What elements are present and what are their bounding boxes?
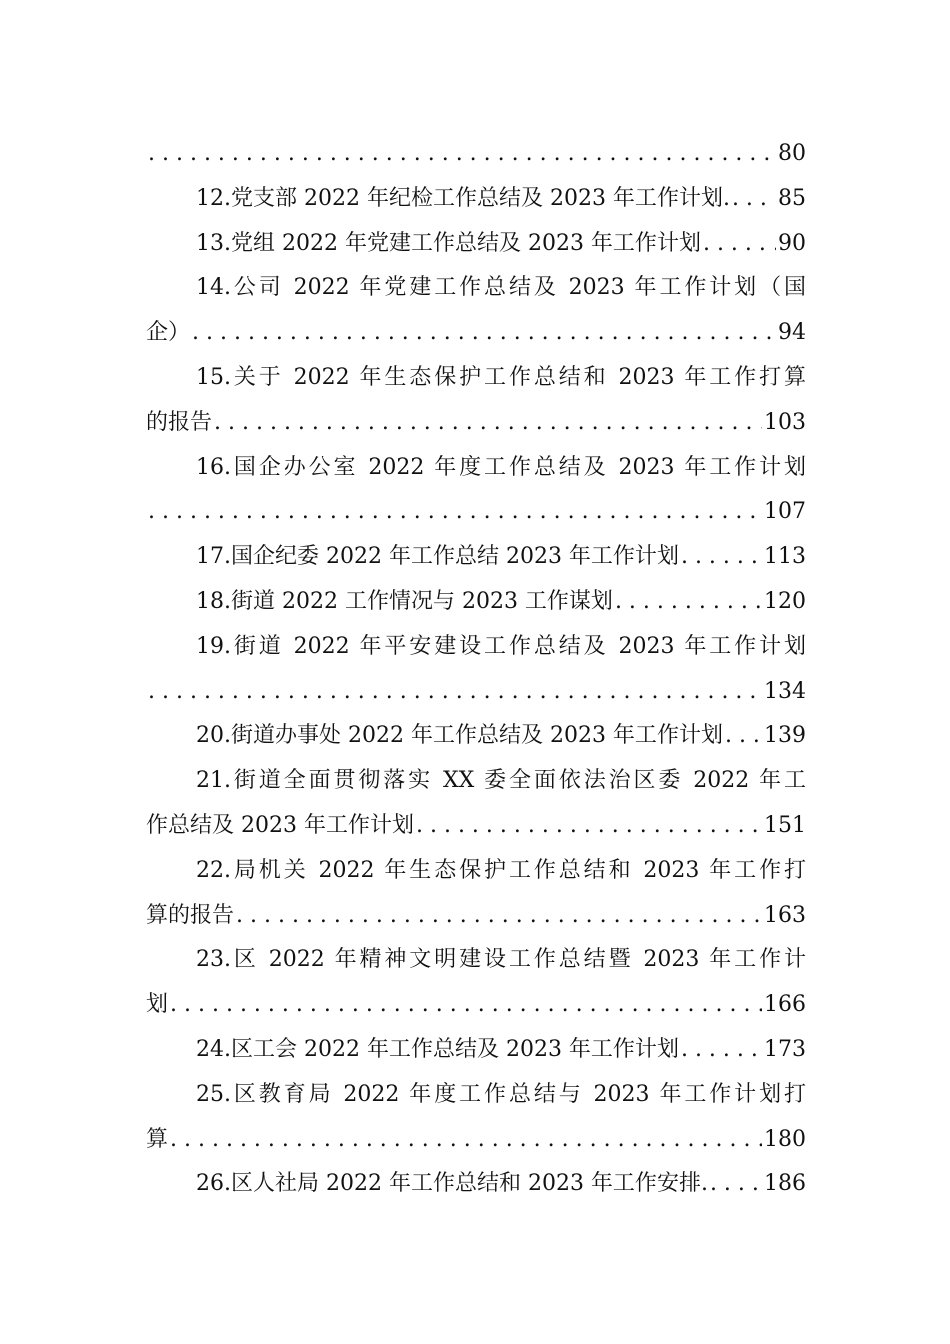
toc-line <box>146 222 806 267</box>
toc-page-number: 166 <box>764 992 806 1018</box>
toc-page-number: 173 <box>764 1036 806 1062</box>
toc-line <box>146 356 806 401</box>
dot-leader <box>710 1162 762 1207</box>
toc-line <box>146 714 806 759</box>
toc-page-number: 163 <box>764 902 806 928</box>
toc-line <box>146 804 806 849</box>
dot-leader <box>236 894 762 939</box>
toc-line <box>146 401 806 446</box>
toc-entry-title: 25.区教育局 2022 年度工作总结与 2023 年工作计划打 <box>196 1081 806 1107</box>
toc-line <box>146 670 806 715</box>
toc-page-number: 134 <box>764 678 806 704</box>
toc-entry-title: 算 <box>146 1126 169 1152</box>
toc-entry-title: 企） <box>146 320 191 346</box>
toc-page-number: 85 <box>778 185 806 211</box>
toc-page-number: 103 <box>764 409 806 435</box>
toc-entry-title: 12.党支部 2022 年纪检工作总结及 2023 年工作计划. <box>196 185 730 211</box>
toc-page-number: 180 <box>764 1126 806 1152</box>
toc-entry-title: 18.街道 2022 工作情况与 2023 工作谋划 <box>196 588 613 614</box>
dot-leader <box>681 1028 762 1073</box>
toc-entry-title: 24.区工会 2022 年工作总结及 2023 年工作计划 <box>196 1036 679 1062</box>
toc-entry-title: 13.党组 2022 年党建工作总结及 2023 年工作计划 <box>196 230 701 256</box>
toc-line <box>146 490 806 535</box>
toc-page-number: 186 <box>764 1171 806 1197</box>
dot-leader <box>681 535 762 580</box>
toc-entry-title: 作总结及 2023 年工作计划 <box>146 812 414 838</box>
dot-leader <box>214 401 762 446</box>
toc-entry-title: 17.国企纪委 2022 年工作总结 2023 年工作计划 <box>196 544 679 570</box>
toc-line <box>146 266 806 311</box>
toc-page-number: 107 <box>764 499 806 525</box>
dot-leader <box>416 804 762 849</box>
toc-entry-title: 算的报告 <box>146 902 235 928</box>
toc-line <box>146 894 806 939</box>
toc-line <box>146 1028 806 1073</box>
toc-line <box>146 759 806 804</box>
toc-line <box>146 535 806 580</box>
toc-line <box>146 1118 806 1163</box>
toc-line <box>146 580 806 625</box>
toc-entry-title: 15.关于 2022 年生态保护工作总结和 2023 年工作打算 <box>196 364 806 390</box>
table-of-contents <box>146 132 806 1207</box>
toc-page-number: 139 <box>764 723 806 749</box>
dot-leader <box>615 580 762 625</box>
dot-leader <box>148 490 762 535</box>
toc-line <box>146 849 806 894</box>
dot-leader <box>148 670 762 715</box>
toc-line <box>146 132 806 177</box>
dot-leader <box>170 1118 762 1163</box>
toc-entry-title: 的报告 <box>146 409 213 435</box>
toc-entry-title: 21.街道全面贯彻落实 XX 委全面依法治区委 2022 年工 <box>196 768 806 794</box>
dot-leader <box>732 177 776 222</box>
toc-entry-title: 22.局机关 2022 年生态保护工作总结和 2023 年工作打 <box>196 857 806 883</box>
dot-leader <box>192 311 776 356</box>
toc-page-number: 151 <box>764 812 806 838</box>
toc-entry-title: 划 <box>146 992 169 1018</box>
toc-page-number: 80 <box>778 141 806 166</box>
toc-line <box>146 983 806 1028</box>
toc-line <box>146 1073 806 1118</box>
toc-entry-title: 14.公司 2022 年党建工作总结及 2023 年工作计划（国 <box>196 275 806 301</box>
toc-line <box>146 1162 806 1207</box>
toc-line <box>146 177 806 222</box>
toc-page-number: 90 <box>778 230 806 256</box>
toc-entry-title: 19.街道 2022 年平安建设工作总结及 2023 年工作计划 <box>196 633 806 659</box>
dot-leader <box>148 132 776 177</box>
dot-leader <box>725 714 762 759</box>
toc-line <box>146 625 806 670</box>
toc-entry-title: 26.区人社局 2022 年工作总结和 2023 年工作安排. <box>196 1171 708 1197</box>
dot-leader <box>170 983 762 1028</box>
toc-entry-title: 23.区 2022 年精神文明建设工作总结暨 2023 年工作计 <box>196 947 806 973</box>
toc-page-number: 94 <box>778 320 806 346</box>
toc-page-number: 120 <box>764 588 806 614</box>
toc-line <box>146 446 806 491</box>
toc-page-number: 113 <box>764 544 806 570</box>
toc-entry-title: 20.街道办事处 2022 年工作总结及 2023 年工作计划 <box>196 723 723 749</box>
toc-line <box>146 311 806 356</box>
toc-line <box>146 938 806 983</box>
dot-leader <box>703 222 776 267</box>
toc-entry-title: 16.国企办公室 2022 年度工作总结及 2023 年工作计划 <box>196 454 806 480</box>
